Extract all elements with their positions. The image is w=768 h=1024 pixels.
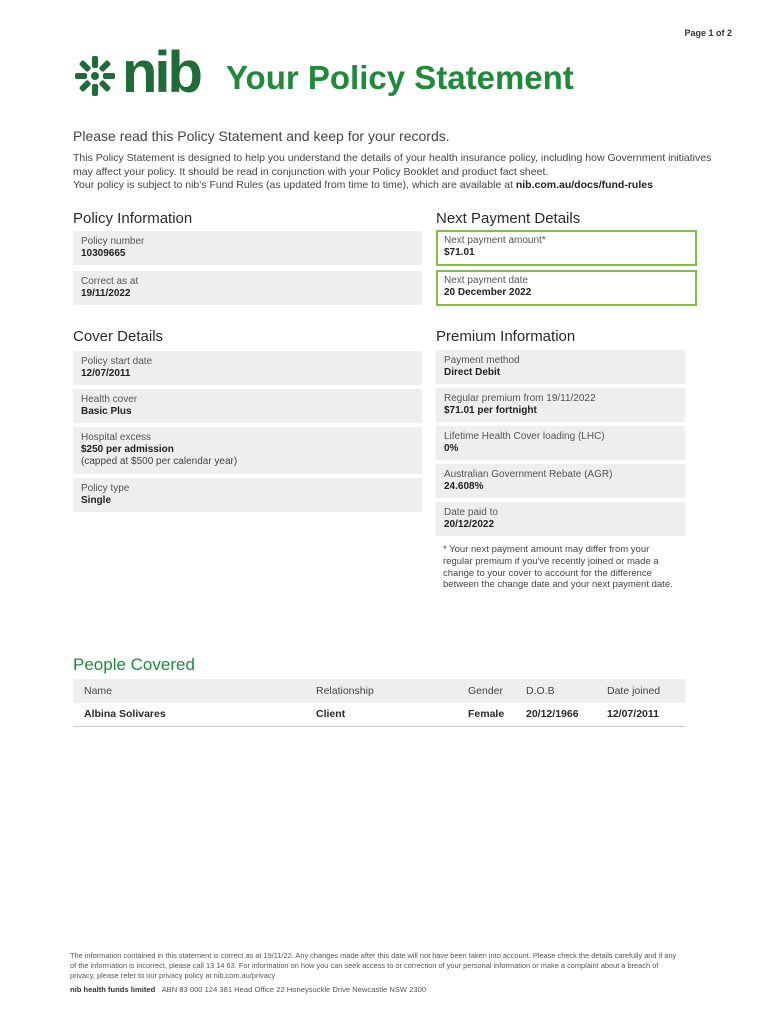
payment-note: * Your next payment amount may differ from your regular premium if you've recently joined or made a change to your cover to account for the difference between the change date and your next payment date. <box>443 544 673 591</box>
footer-company-address: ABN 83 000 124 381 Head Office 22 Honeysuckle Drive Newcastle NSW 2300 <box>161 985 427 994</box>
policy-number-card <box>73 231 422 265</box>
next-payment-title: Next Payment Details <box>436 210 581 227</box>
nib-logo <box>72 40 200 105</box>
table-header-row <box>73 679 685 703</box>
lhc-loading-card <box>436 426 685 460</box>
regular-premium-card <box>436 388 685 422</box>
policy-type-label: Policy type <box>81 483 130 494</box>
column-header-name: Name <box>73 679 305 703</box>
policy-number-value: 10309665 <box>81 248 126 259</box>
table-row <box>73 703 685 726</box>
lhc-loading-label: Lifetime Health Cover loading (LHC) <box>444 431 605 442</box>
hospital-excess-card <box>73 427 422 474</box>
correct-as-at-label: Correct as at <box>81 276 139 287</box>
payment-method-card <box>436 350 685 384</box>
next-payment-date-label: Next payment date <box>444 275 528 286</box>
agr-rebate-value: 24.608% <box>444 481 484 492</box>
hospital-excess-label: Hospital excess <box>81 432 152 443</box>
health-cover-value: Basic Plus <box>81 406 132 417</box>
cell-dob: 20/12/1966 <box>515 703 596 726</box>
intro-body <box>73 152 733 193</box>
column-header-dob: D.O.B <box>515 679 596 703</box>
policy-information-title: Policy Information <box>73 210 193 227</box>
date-paid-to-label: Date paid to <box>444 507 498 518</box>
policy-start-date-value: 12/07/2011 <box>81 368 131 379</box>
date-paid-to-card <box>436 502 685 536</box>
intro-section <box>73 128 733 193</box>
fund-rules-link[interactable]: nib.com.au/docs/fund-rules <box>515 179 653 191</box>
policy-type-value: Single <box>81 495 112 506</box>
cell-relationship: Client <box>305 703 457 726</box>
hospital-excess-cap: (capped at $500 per calendar year) <box>81 456 238 467</box>
regular-premium-label: Regular premium from 19/11/2022 <box>444 393 596 404</box>
intro-fund-rules-text: Your policy is subject to nib's Fund Rules (as updated from time to time), which are available at <box>73 179 516 191</box>
agr-rebate-label: Australian Government Rebate (AGR) <box>444 469 613 480</box>
column-header-relationship: Relationship <box>305 679 457 703</box>
cell-date-joined: 12/07/2011 <box>596 703 685 726</box>
health-cover-card <box>73 389 422 423</box>
payment-method-value: Direct Debit <box>444 367 501 378</box>
nib-star-icon <box>72 53 118 99</box>
next-payment-amount-value: $71.01 <box>444 247 475 258</box>
intro-lead: Please read this Policy Statement and keep for your records. <box>73 128 450 144</box>
column-header-date-joined: Date joined <box>596 679 685 703</box>
cell-gender: Female <box>457 703 515 726</box>
column-header-gender: Gender <box>457 679 515 703</box>
regular-premium-value: $71.01 per fortnight <box>444 405 537 416</box>
page-number: Page 1 of 2 <box>684 28 732 38</box>
next-payment-date-value: 20 December 2022 <box>444 287 532 298</box>
policy-start-date-card <box>73 351 422 385</box>
cell-name: Albina Solivares <box>73 703 305 726</box>
people-covered-title: People Covered <box>73 655 195 674</box>
intro-body-text: This Policy Statement is designed to help you understand the details of your health insurance policy, including how Government initiatives may affect your policy. It should be read in conjunction with your Policy Booklet and product fact sheet. <box>73 152 712 178</box>
premium-information-title: Premium Information <box>436 328 576 345</box>
next-payment-amount-label: Next payment amount* <box>444 235 546 246</box>
footer-disclaimer: The information contained in this statement is correct as at 19/11/22. Any changes made after this date will not have been taken into account. Please check the details carefully and if any of the information is incorrect, please call 13 14 63. For information on how you can seek access to or correction of your personal information or make a complaint about a breach of privacy, please refer to our privacy policy at nib.com.au/privacy <box>70 951 677 980</box>
logo-wordmark: nib <box>122 40 200 105</box>
correct-as-at-value: 19/11/2022 <box>81 288 131 299</box>
hospital-excess-value: $250 per admission <box>81 444 174 455</box>
next-payment-amount-card <box>436 230 697 266</box>
correct-as-at-card <box>73 271 422 305</box>
people-covered-table <box>73 679 685 727</box>
footer-company-name: nib health funds limited <box>70 985 156 994</box>
date-paid-to-value: 20/12/2022 <box>444 519 495 530</box>
policy-type-card <box>73 478 422 512</box>
lhc-loading-value: 0% <box>444 443 459 454</box>
page-title: Your Policy Statement <box>225 59 574 96</box>
policy-start-date-label: Policy start date <box>81 356 153 367</box>
health-cover-label: Health cover <box>81 394 138 405</box>
header <box>72 40 574 105</box>
payment-method-label: Payment method <box>444 355 520 366</box>
cover-details-title: Cover Details <box>73 328 164 345</box>
next-payment-date-card <box>436 270 697 306</box>
policy-number-label: Policy number <box>81 236 145 247</box>
agr-rebate-card <box>436 464 685 498</box>
footer-company-details <box>70 985 426 994</box>
